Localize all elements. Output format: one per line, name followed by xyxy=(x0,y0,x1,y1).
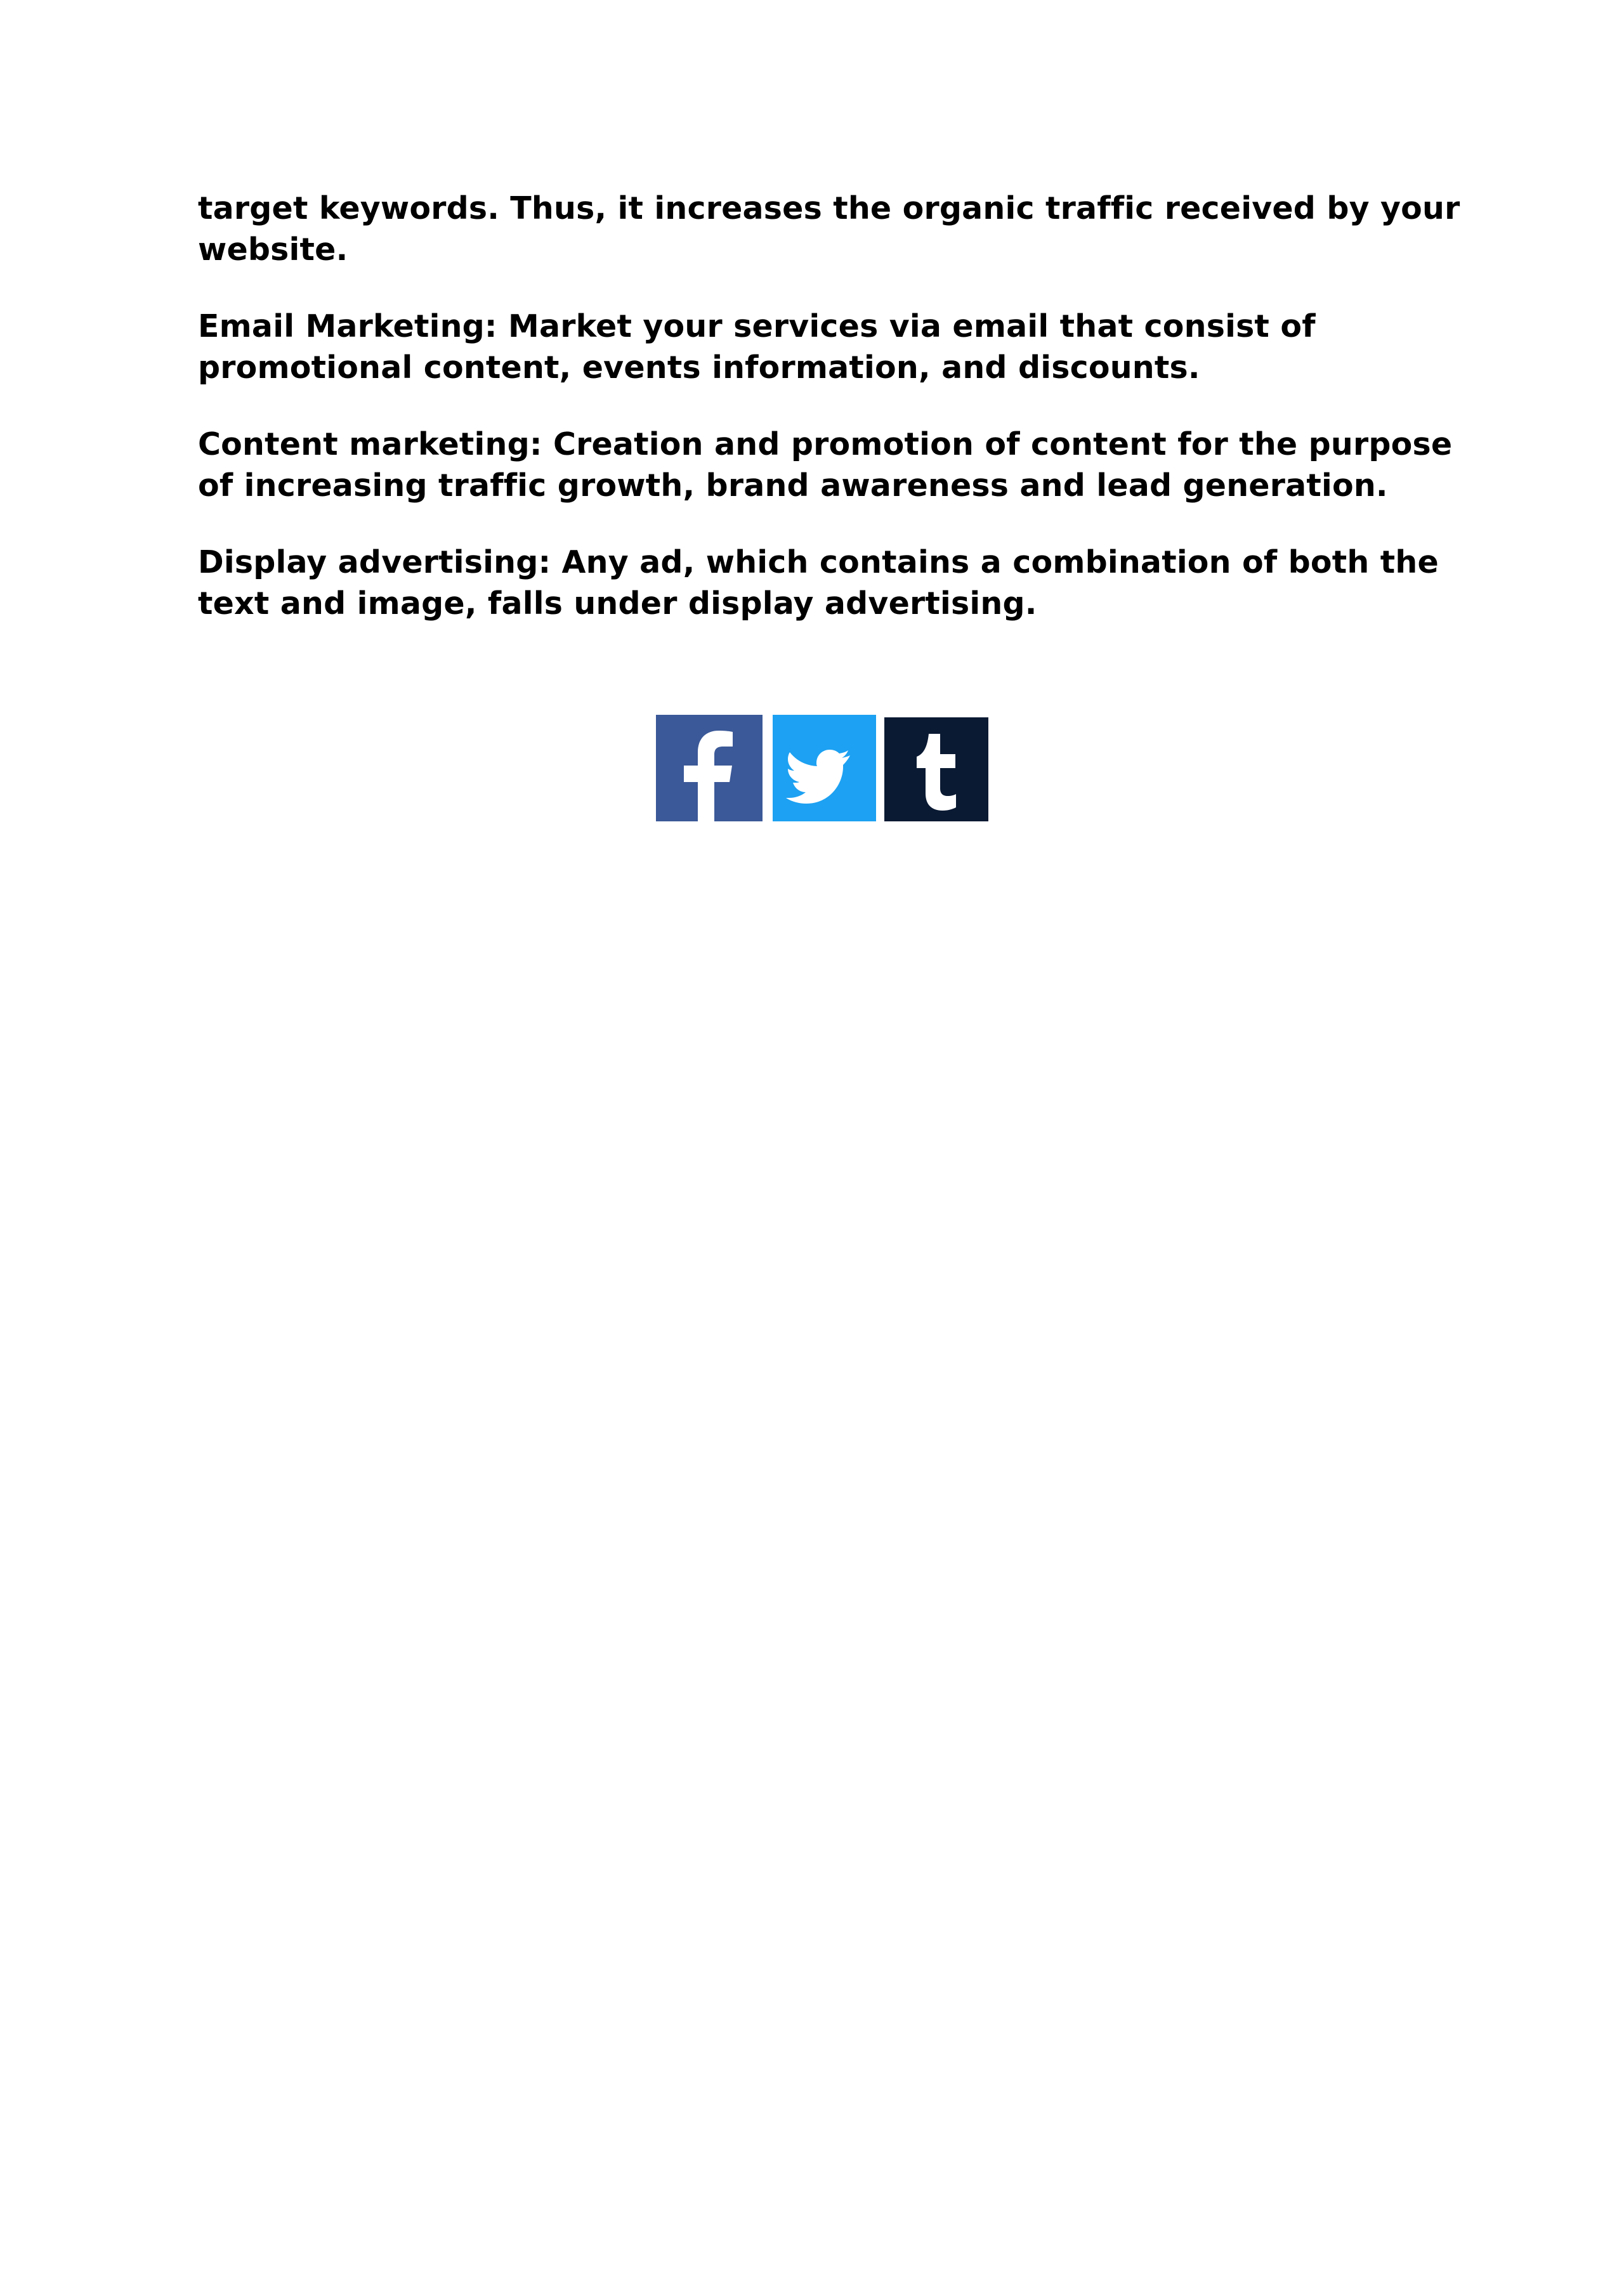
word: services xyxy=(733,308,879,344)
text-line: target keywords. Thus, it increases the organic traffic received by your xyxy=(198,190,1460,226)
paragraph-content-marketing xyxy=(198,424,1453,506)
word: Marketing: xyxy=(305,308,497,344)
twitter-share-button[interactable] xyxy=(773,715,876,821)
facebook-share-button[interactable] xyxy=(656,715,763,821)
twitter-icon xyxy=(773,715,876,821)
word: Email xyxy=(198,308,295,344)
text-line: text and image, falls under display advertising. xyxy=(198,585,1037,622)
text-line: of increasing traffic growth, brand awareness and lead generation. xyxy=(198,467,1388,504)
paragraph-display-advertising xyxy=(198,542,1441,624)
word: email xyxy=(952,308,1049,344)
word: Market xyxy=(508,308,632,344)
text-line: promotional content, events information, and discounts. xyxy=(198,349,1200,386)
word: your xyxy=(643,308,723,344)
facebook-icon xyxy=(656,715,763,821)
document-body xyxy=(198,188,1460,660)
text-line: Content marketing: Creation and promotion of content for the purpose xyxy=(198,426,1453,462)
word: via xyxy=(889,308,942,344)
justified-line xyxy=(198,306,1441,347)
word: consist xyxy=(1144,308,1270,344)
word: of xyxy=(1280,308,1316,344)
text-line: website. xyxy=(198,232,348,268)
tumblr-icon xyxy=(884,717,988,821)
tumblr-share-button[interactable] xyxy=(884,717,988,821)
word: that xyxy=(1059,308,1134,344)
text-line: Display advertising: Any ad, which contains a combination of both the xyxy=(198,544,1439,580)
paragraph-email-marketing xyxy=(198,306,1441,388)
paragraph-seo-continuation xyxy=(198,188,1460,270)
